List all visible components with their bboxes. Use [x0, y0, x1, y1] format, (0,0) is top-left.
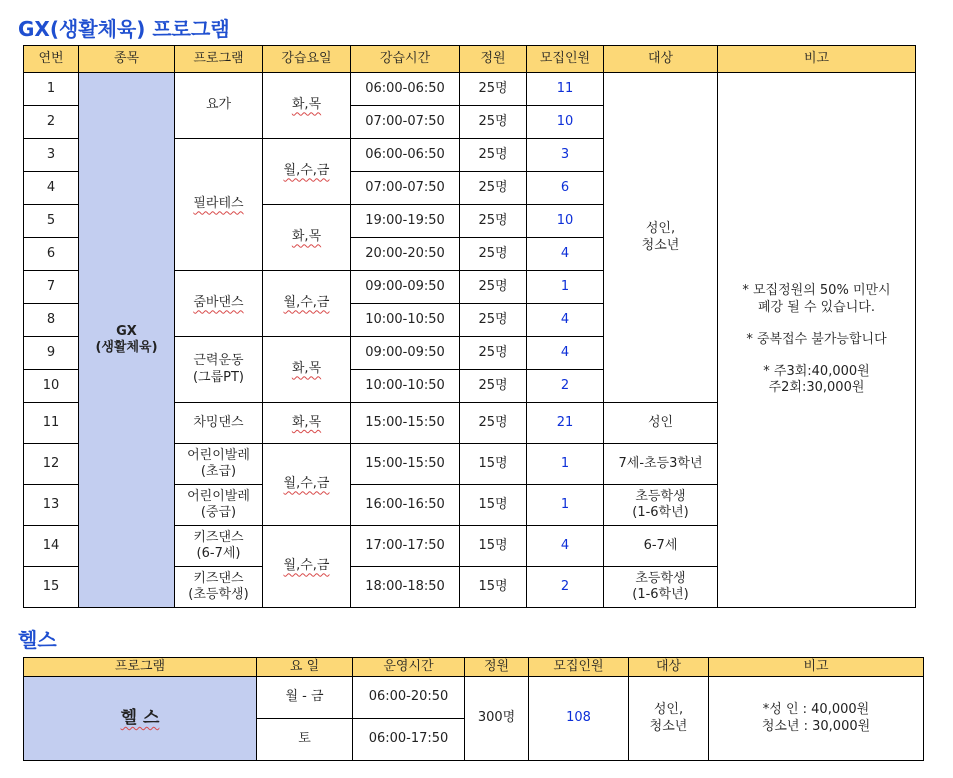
row-number: 6 [24, 238, 79, 271]
header-cell: 운영시간 [353, 658, 465, 677]
row-number: 10 [24, 370, 79, 403]
program-cell: 차밍댄스 [175, 403, 263, 444]
capacity-cell: 300명 [465, 677, 529, 761]
capacity-cell: 25명 [460, 370, 527, 403]
recruit-cell: 1 [527, 485, 604, 526]
header-cell: 강습시간 [351, 46, 460, 73]
row-number: 2 [24, 106, 79, 139]
days-cell [263, 403, 351, 444]
time-cell: 09:00-09:50 [351, 337, 460, 370]
time-cell: 15:00-15:50 [351, 444, 460, 485]
days-text: 월,수,금 [283, 163, 330, 179]
days-cell [263, 444, 351, 526]
gx-program-table [23, 45, 916, 608]
header-cell: 모집인원 [529, 658, 629, 677]
recruit-cell: 2 [527, 567, 604, 608]
remark-text: * 주3회:40,000원 주2회:30,000원 [763, 364, 870, 396]
capacity-cell: 15명 [460, 567, 527, 608]
program-cell: 키즈댄스 (6-7세) [175, 526, 263, 567]
target-cell: 초등학생 (1-6학년) [604, 485, 718, 526]
recruit-cell: 21 [527, 403, 604, 444]
recruit-cell: 11 [527, 73, 604, 106]
time-cell: 18:00-18:50 [351, 567, 460, 608]
time-cell: 10:00-10:50 [351, 304, 460, 337]
time-cell: 06:00-06:50 [351, 73, 460, 106]
time-cell: 06:00-20:50 [353, 677, 465, 719]
recruit-cell: 4 [527, 526, 604, 567]
row-number: 11 [24, 403, 79, 444]
header-cell: 종목 [79, 46, 175, 73]
row-number: 8 [24, 304, 79, 337]
row-number: 14 [24, 526, 79, 567]
capacity-cell: 15명 [460, 444, 527, 485]
program-cell: 근력운동 (그룹PT) [175, 337, 263, 403]
days-cell [263, 73, 351, 139]
time-cell: 07:00-07:50 [351, 172, 460, 205]
health-program-table [23, 657, 924, 761]
time-cell: 10:00-10:50 [351, 370, 460, 403]
remark-text: * 모집정원의 50% 미만시 폐강 될 수 있습니다. [742, 283, 891, 315]
program-cell: 어린이발레 (초급) [175, 444, 263, 485]
row-number: 15 [24, 567, 79, 608]
capacity-cell: 25명 [460, 403, 527, 444]
row-number: 4 [24, 172, 79, 205]
capacity-cell: 15명 [460, 526, 527, 567]
gx-section-title: GX(생활체육) 프로그램 [18, 17, 230, 41]
capacity-cell: 25명 [460, 139, 527, 172]
program-cell: 어린이발레 (중급) [175, 485, 263, 526]
recruit-cell: 108 [529, 677, 629, 761]
header-cell: 요 일 [257, 658, 353, 677]
header-cell: 대상 [629, 658, 709, 677]
time-cell: 20:00-20:50 [351, 238, 460, 271]
time-cell: 09:00-09:50 [351, 271, 460, 304]
category-cell: GX (생활체육) [79, 73, 175, 608]
row-number: 13 [24, 485, 79, 526]
header-cell: 정원 [460, 46, 527, 73]
days-text: 화,목 [291, 229, 322, 245]
days-text: 월,수,금 [283, 295, 330, 311]
time-cell: 19:00-19:50 [351, 205, 460, 238]
days-cell [263, 526, 351, 608]
time-cell: 06:00-06:50 [351, 139, 460, 172]
recruit-cell: 3 [527, 139, 604, 172]
health-header-row [24, 658, 924, 677]
days-text: 월,수,금 [283, 476, 330, 492]
row-number: 9 [24, 337, 79, 370]
recruit-cell: 6 [527, 172, 604, 205]
target-cell: 7세-초등3학년 [604, 444, 718, 485]
header-cell: 연번 [24, 46, 79, 73]
capacity-cell: 25명 [460, 238, 527, 271]
gx-header-row [24, 46, 916, 73]
time-cell: 16:00-16:50 [351, 485, 460, 526]
time-cell: 15:00-15:50 [351, 403, 460, 444]
time-cell: 06:00-17:50 [353, 719, 465, 761]
days-cell: 토 [257, 719, 353, 761]
recruit-cell: 4 [527, 238, 604, 271]
days-cell: 월 - 금 [257, 677, 353, 719]
remarks-cell: *성 인 : 40,000원 청소년 : 30,000원 [709, 677, 924, 761]
days-text: 화,목 [291, 414, 322, 430]
capacity-cell: 25명 [460, 106, 527, 139]
recruit-cell: 4 [527, 304, 604, 337]
header-cell: 모집인원 [527, 46, 604, 73]
header-cell: 정원 [465, 658, 529, 677]
capacity-cell: 25명 [460, 172, 527, 205]
capacity-cell: 25명 [460, 304, 527, 337]
header-cell: 강습요일 [263, 46, 351, 73]
target-cell: 성인 [604, 403, 718, 444]
table-row [24, 73, 916, 106]
header-cell: 프로그램 [24, 658, 257, 677]
row-number: 5 [24, 205, 79, 238]
target-cell: 초등학생 (1-6학년) [604, 567, 718, 608]
capacity-cell: 25명 [460, 271, 527, 304]
target-cell: 성인, 청소년 [629, 677, 709, 761]
target-cell: 성인, 청소년 [604, 73, 718, 403]
time-cell: 07:00-07:50 [351, 106, 460, 139]
recruit-cell: 10 [527, 106, 604, 139]
capacity-cell: 25명 [460, 73, 527, 106]
program-cell: 키즈댄스 (초등학생) [175, 567, 263, 608]
table-row [24, 677, 924, 719]
time-cell: 17:00-17:50 [351, 526, 460, 567]
recruit-cell: 4 [527, 337, 604, 370]
row-number: 1 [24, 73, 79, 106]
target-cell: 6-7세 [604, 526, 718, 567]
recruit-cell: 10 [527, 205, 604, 238]
row-number: 7 [24, 271, 79, 304]
days-text: 화,목 [291, 361, 322, 377]
program-text: 줌바댄스 [193, 295, 244, 311]
capacity-cell: 15명 [460, 485, 527, 526]
row-number: 12 [24, 444, 79, 485]
health-program-cell [24, 677, 257, 761]
program-cell [175, 271, 263, 337]
days-cell [263, 337, 351, 403]
capacity-cell: 25명 [460, 205, 527, 238]
header-cell: 비고 [718, 46, 916, 73]
capacity-cell: 25명 [460, 337, 527, 370]
program-text: 헬 스 [120, 707, 160, 728]
days-text: 화,목 [291, 97, 322, 113]
program-cell [175, 139, 263, 271]
recruit-cell: 1 [527, 444, 604, 485]
days-cell [263, 271, 351, 337]
header-cell: 대상 [604, 46, 718, 73]
days-cell [263, 205, 351, 271]
program-text: 필라테스 [193, 196, 244, 212]
program-cell: 요가 [175, 73, 263, 139]
row-number: 3 [24, 139, 79, 172]
header-cell: 비고 [709, 658, 924, 677]
remark-text: * 중복접수 불가능합니다 [746, 331, 887, 347]
recruit-cell: 1 [527, 271, 604, 304]
days-cell [263, 139, 351, 205]
days-text: 월,수,금 [283, 558, 330, 574]
header-cell: 프로그램 [175, 46, 263, 73]
remarks-cell [718, 73, 916, 608]
health-section-title: 헬스 [18, 628, 57, 652]
recruit-cell: 2 [527, 370, 604, 403]
